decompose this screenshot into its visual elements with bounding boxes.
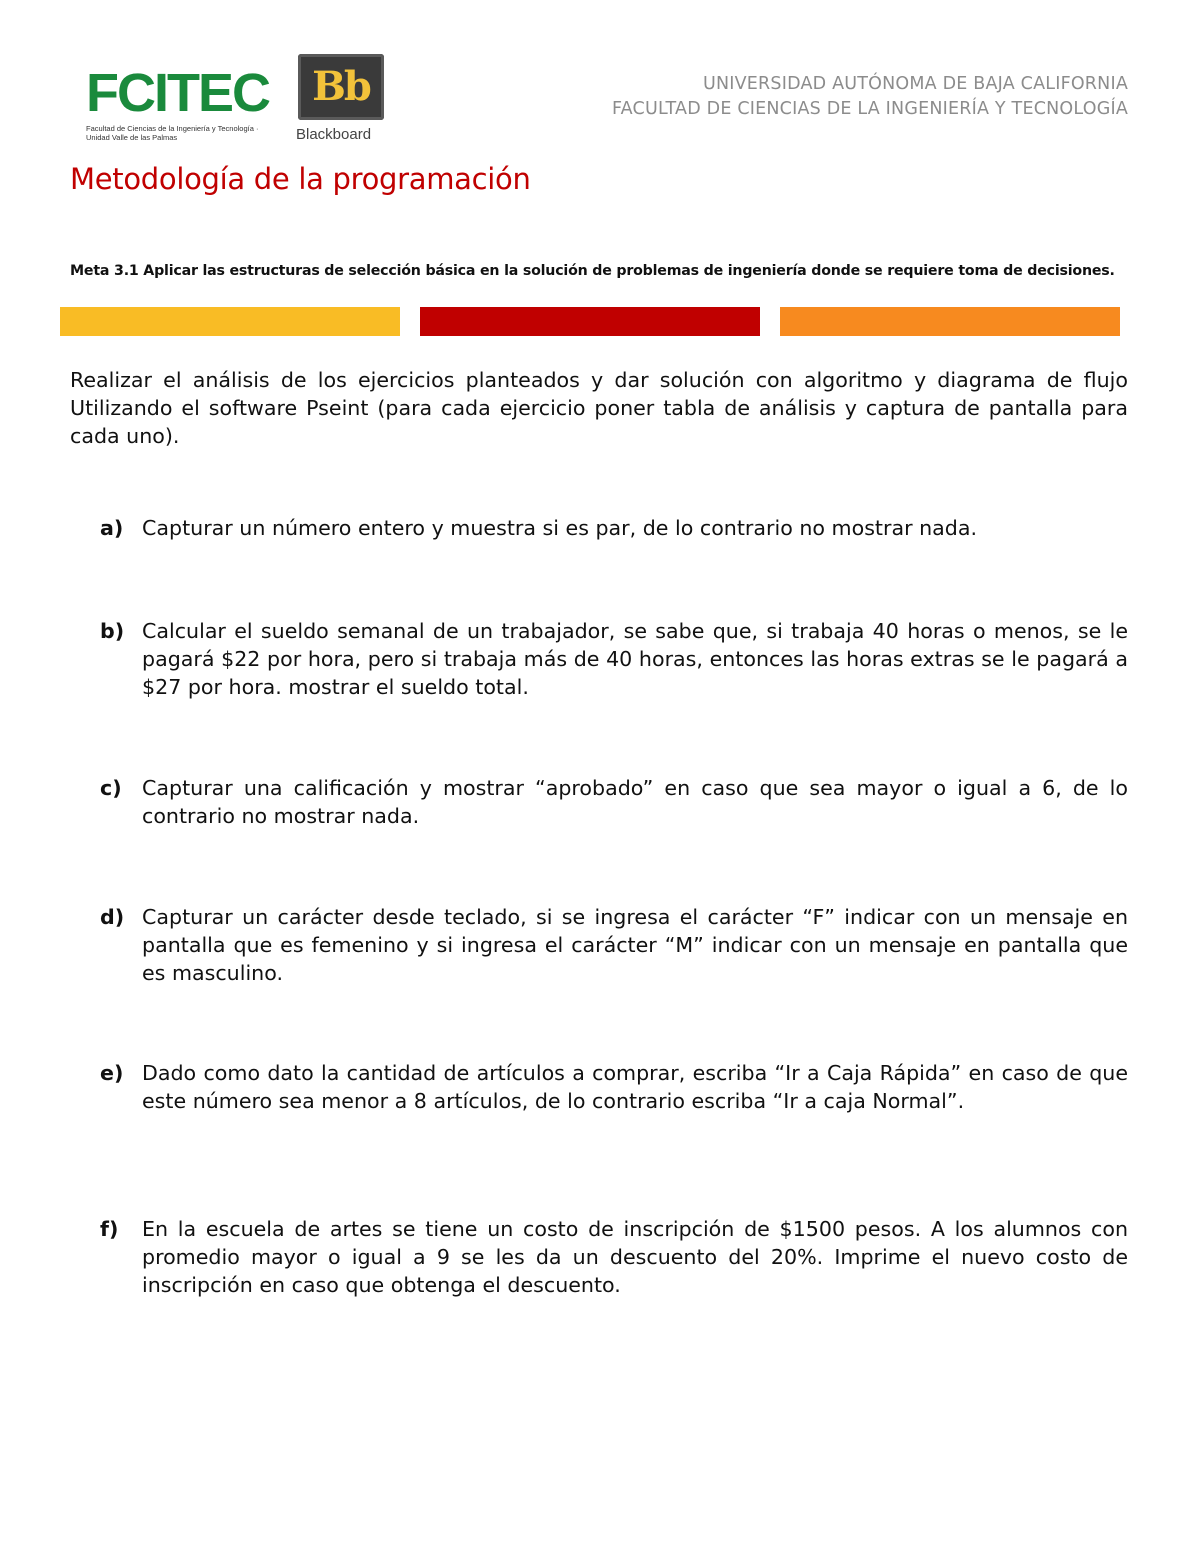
divider-bar-orange [780,307,1120,336]
divider-bar-yellow [60,307,400,336]
exercise-letter: c) [100,776,122,800]
blackboard-logo-label: Blackboard [296,126,372,143]
exercise-letter: f) [100,1217,119,1241]
color-divider-bars [60,307,1120,337]
exercise-text: Capturar un número entero y muestra si es par, de lo contrario no mostrar nada. [142,516,978,540]
exercise-item [100,1059,1128,1115]
exercise-letter: d) [100,905,125,929]
exercise-letter: b) [100,619,125,643]
blackboard-logo [298,54,394,146]
exercise-letter: e) [100,1061,124,1085]
exercise-text: Capturar un carácter desde teclado, si se ingresa el carácter “F” indicar con un mensaje en pantalla que es femenino y si ingresa el carácter “M” indicar con un mensaje en pantalla que es masculino. [142,905,1128,985]
fcitec-logo-word: FCITEC [86,63,269,123]
exercise-item [100,903,1128,987]
blackboard-logo-mark: Bb [298,54,384,120]
exercise-letter: a) [100,516,124,540]
fcitec-logo-subtitle: Facultad de Ciencias de la Ingeniería y Tecnología · Unidad Valle de las Palmas [86,124,259,142]
faculty-name: FACULTAD DE CIENCIAS DE LA INGENIERÍA Y TECNOLOGÍA [612,99,1128,119]
exercise-text: Calcular el sueldo semanal de un trabajador, se sabe que, si trabaja 40 horas o menos, se le pagará $22 por hora, pero si trabaja más de 40 horas, entonces las horas extras se le pagará a $27 por hora. mostrar el sueldo total. [142,619,1128,699]
exercise-item [100,774,1128,830]
institution-header [612,72,1128,122]
university-name: UNIVERSIDAD AUTÓNOMA DE BAJA CALIFORNIA [702,74,1128,94]
exercise-text: Dado como dato la cantidad de artículos a comprar, escriba “Ir a Caja Rápida” en caso de que este número sea menor a 8 artículos, de lo contrario escriba “Ir a caja Normal”. [142,1061,1128,1113]
learning-goal: Meta 3.1 Aplicar las estructuras de selección básica en la solución de problemas de ingeniería donde se requiere toma de decisiones. [70,263,1115,279]
divider-bar-red [420,307,760,336]
exercise-text: Capturar una calificación y mostrar “aprobado” en caso que sea mayor o igual a 6, de lo contrario no mostrar nada. [142,776,1128,828]
exercise-item [100,514,1128,542]
document-title: Metodología de la programación [70,162,531,196]
exercise-item [100,1215,1128,1299]
exercise-text: En la escuela de artes se tiene un costo de inscripción de $1500 pesos. A los alumnos con promedio mayor o igual a 9 se les da un descuento del 20%. Imprime el nuevo costo de inscripción en caso que obtenga el descuento. [142,1217,1128,1297]
instructions-paragraph: Realizar el análisis de los ejercicios planteados y dar solución con algoritmo y diagrama de flujo Utilizando el software Pseint (para cada ejercicio poner tabla de análisis y captura de pantalla para cada uno). [70,368,1128,448]
fcitec-logo [86,63,286,146]
exercise-item [100,617,1128,701]
